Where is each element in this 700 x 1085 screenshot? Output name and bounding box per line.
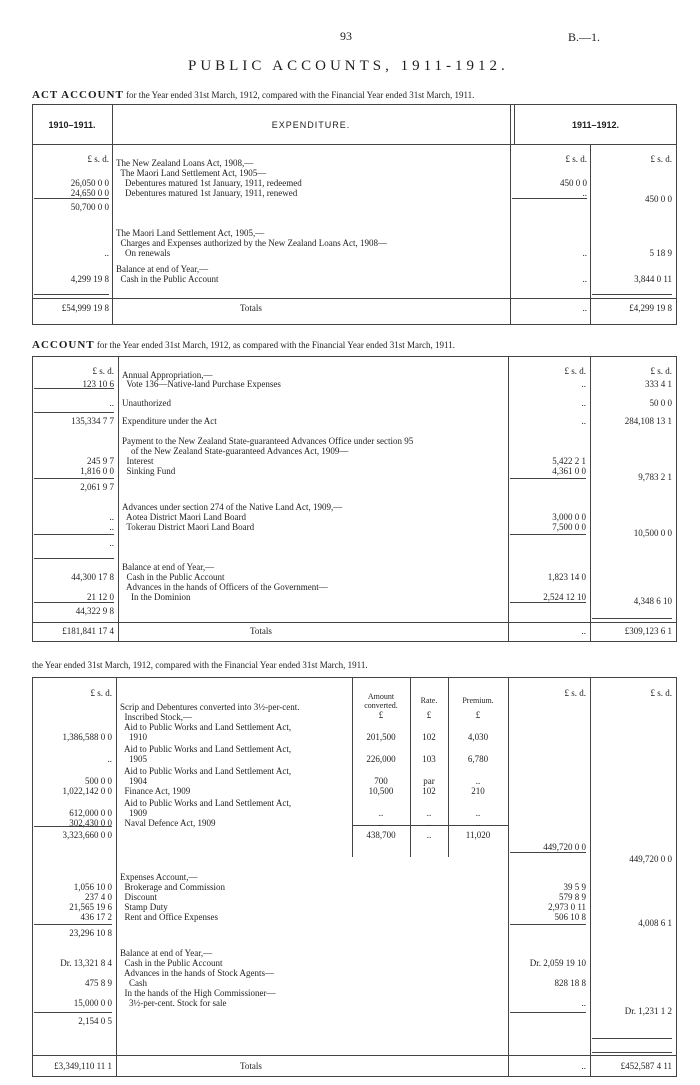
section3-row-premium: .. [475, 818, 481, 828]
section2-row-right: 10,500 0 0 [633, 528, 672, 538]
section2-totals-mid: .. [581, 626, 586, 636]
section2-row-left: .. [109, 538, 114, 548]
section2-lsd-right: £ s. d. [650, 366, 672, 376]
section1-row-left: .. [104, 248, 109, 258]
section3-exp-text: Advances in the hands of Stock Agents— [120, 968, 274, 978]
section3-row-left: 302,430 0 0 [69, 818, 112, 828]
rule-line [510, 852, 586, 853]
section2-row-mid: .. [581, 379, 586, 389]
section3-row-amount: 700 [374, 776, 388, 786]
section2-row-left: 123 10 6 [82, 379, 114, 389]
section3-row-rate: 102 [422, 786, 436, 796]
section3-row-rate: par [423, 776, 435, 786]
section3-exp-text: Discount [120, 892, 157, 902]
section1-caption [32, 90, 474, 101]
section3-row-text: Scrip and Debentures converted into 3½-per-cent. [120, 702, 300, 712]
section1-caption-bold: ACT ACCOUNT [32, 89, 124, 101]
section3-exp-left: 21,565 19 6 [69, 902, 112, 912]
section2-row-left: 2,061 9 7 [80, 482, 114, 492]
section1-totals-label: Totals [240, 303, 262, 313]
section2-row-left: 44,322 9 8 [75, 606, 114, 616]
section3-row-text: 1905 [120, 754, 147, 764]
section2-row-text: Expenditure under the Act [122, 416, 217, 426]
section2-row-left: 245 9 7 [87, 456, 114, 466]
section1-col-mid: EXPENDITURE. [271, 120, 351, 130]
section3-exp-text: Rent and Office Expenses [120, 912, 219, 922]
section2-row-text: Vote 136—Native-land Purchase Expenses [122, 379, 281, 389]
section2-lsd-left: £ s. d. [92, 366, 114, 376]
section2-totals-label: Totals [250, 626, 272, 636]
section3-subtotal-premium: 11,020 [465, 830, 491, 840]
section2-row-text: Annual Appropriation,— [122, 370, 213, 380]
section3-row-text: Aid to Public Works and Land Settlement Act, [120, 798, 292, 808]
section2-lsd-mid: £ s. d. [564, 366, 586, 376]
section2-caption [32, 340, 455, 351]
rule-line [510, 534, 586, 535]
section2-row-left: .. [109, 398, 114, 408]
section3-row-text: Aid to Public Works and Land Settlement Act, [120, 766, 292, 776]
section2-row-mid: .. [581, 416, 586, 426]
section3-exp-text: Balance at end of Year,— [120, 948, 213, 958]
section3-row-amount: 201,500 [366, 732, 396, 742]
section3-row-text: Naval Defence Act, 1909 [120, 818, 216, 828]
section3-exp-text: Stamp Duty [120, 902, 168, 912]
rule-line [510, 478, 586, 479]
section1-row-right: 3,844 0 11 [634, 274, 672, 284]
rule-line [34, 558, 114, 559]
section3-totals-right: £452,587 4 11 [620, 1061, 672, 1071]
section3-pound-amount: £ [378, 710, 384, 720]
section3-row-text: Aid to Public Works and Land Settlement Act, [120, 744, 292, 754]
rule-line [34, 1012, 112, 1013]
section3-row-amount: 10,500 [368, 786, 394, 796]
rule-line [512, 198, 587, 199]
section3-row-left: 1,386,588 0 0 [62, 732, 112, 742]
rule-line [510, 602, 586, 603]
section2-caption-rest: for the Year ended 31st March, 1912, as compared with the Financial Year ended 31st March, 1911. [96, 340, 455, 350]
section2-row-text: In the Dominion [122, 592, 191, 602]
section3-exp-left: 237 4 0 [85, 892, 112, 902]
section2-row-right: 9,783 2 1 [638, 472, 672, 482]
section3-row-amount: .. [378, 808, 384, 818]
section2-row-mid: 5,422 2 1 [552, 456, 586, 466]
section1-row-text: Cash in the Public Account [116, 274, 219, 284]
section2-row-left: 21 12 0 [87, 592, 114, 602]
section3-row-text: Inscribed Stock,— [120, 712, 192, 722]
section2-row-right: 284,108 13 1 [624, 416, 672, 426]
section3-col-rate: Rate. [420, 696, 438, 705]
section2-row-text: Payment to the New Zealand State-guaranteed Advances Office under section 95 [122, 436, 414, 446]
section3-row-premium: 6,780 [467, 754, 489, 764]
section3-pound-premium: £ [475, 710, 481, 720]
page-title: PUBLIC ACCOUNTS, 1911-1912. [188, 58, 509, 74]
section3-row-rate: .. [426, 808, 432, 818]
section1-row-text: Debentures matured 1st January, 1911, renewed [116, 188, 298, 198]
section3-lsd-right: £ s. d. [650, 688, 672, 698]
section1-row-text: The New Zealand Loans Act, 1908,— [116, 158, 254, 168]
section2-row-mid: 4,361 0 0 [552, 466, 586, 476]
section3-exp-mid: 828 18 8 [554, 978, 586, 988]
rule-line [510, 924, 586, 925]
section3-exp-mid: Dr. 2,059 19 10 [529, 958, 586, 968]
rule-line [34, 924, 112, 925]
section3-exp-text: Cash [120, 978, 147, 988]
rule-line [34, 412, 114, 413]
section3-exp-right: Dr. 1,231 1 2 [624, 1006, 672, 1016]
section2-row-mid: 2,524 12 10 [543, 592, 586, 602]
section2-row-text: Aotea District Maori Land Board [122, 512, 246, 522]
section3-subtotal-amount: 438,700 [366, 830, 396, 840]
section3-lsd-left: £ s. d. [90, 688, 112, 698]
section3-exp-mid: .. [581, 998, 586, 1008]
section3-exp-text: Expenses Account,— [120, 872, 198, 882]
section3-row-left: 612,000 0 0 [69, 808, 112, 818]
section3-subtotal-rate: .. [426, 830, 432, 840]
section1-row-text: Debentures matured 1st January, 1911, redeemed [116, 178, 302, 188]
rule-line [592, 618, 672, 619]
section1-row-mid: .. [582, 248, 587, 258]
section3-row-amount: .. [378, 818, 384, 828]
rule-line [34, 826, 112, 827]
section3-exp-text: In the hands of the High Commissioner— [120, 988, 276, 998]
section3-exp-mid: 506 10 8 [554, 912, 586, 922]
section3-exp-mid: 2,973 0 11 [548, 902, 586, 912]
rule-line [34, 602, 114, 603]
section1-totals-left: £54,999 19 8 [61, 303, 109, 313]
section3-exp-text: 3½-per-cent. Stock for sale [120, 998, 227, 1008]
section3-exp-left: 2,154 0 5 [78, 1016, 112, 1026]
section2-row-right: 4,348 6 10 [633, 596, 672, 606]
section3-row-premium: 210 [471, 786, 485, 796]
section1-lsd-mid: £ s. d. [565, 154, 587, 164]
section3-exp-left: 436 17 2 [80, 912, 112, 922]
section1-row-left: 4,299 19 8 [70, 274, 109, 284]
section1-lsd-left: £ s. d. [87, 154, 109, 164]
section1-lsd-right: £ s. d. [650, 154, 672, 164]
section3-exp-left: 23,296 10 8 [69, 928, 112, 938]
section3-row-text: 1904 [120, 776, 147, 786]
section1-row-text: On renewals [116, 248, 171, 258]
section3-row-left: 1,022,142 0 0 [62, 786, 112, 796]
section3-row-rate: 103 [422, 754, 436, 764]
section1-row-text: The Maori Land Settlement Act, 1905,— [116, 228, 265, 238]
section3-subtotal-mid: 449,720 0 0 [543, 842, 586, 852]
section2-row-left: 44,300 17 8 [71, 572, 114, 582]
section3-row-premium: .. [475, 808, 481, 818]
section3-row-rate: .. [426, 818, 432, 828]
section3-exp-mid: 579 8 9 [559, 892, 586, 902]
section3-row-text: Finance Act, 1909 [120, 786, 191, 796]
section1-totals-right: £4,299 19 8 [629, 303, 672, 313]
section3-exp-left: 15,000 0 0 [73, 998, 112, 1008]
section1-row-left: 50,700 0 0 [70, 202, 109, 212]
section1-row-mid: .. [582, 188, 587, 198]
rule-line [34, 478, 114, 479]
section1-row-text: Balance at end of Year,— [116, 264, 209, 274]
section1-row-mid: .. [582, 274, 587, 284]
section2-row-text: Advances in the hands of Officers of the Government— [122, 582, 328, 592]
page-number: 93 [340, 29, 352, 43]
section2-row-left: 1,816 0 0 [80, 466, 114, 476]
section2-row-text: Interest [122, 456, 154, 466]
section1-row-mid: 450 0 0 [560, 178, 587, 188]
section3-exp-text: Brokerage and Commission [120, 882, 225, 892]
section1-row-right: 450 0 0 [645, 194, 672, 204]
section3-row-text: Aid to Public Works and Land Settlement Act, [120, 722, 292, 732]
section2-row-mid: 7,500 0 0 [552, 522, 586, 532]
section2-row-left: 135,334 7 7 [71, 416, 114, 426]
section2-row-right: 333 4 1 [645, 379, 672, 389]
section2-row-left: .. [109, 522, 114, 532]
section2-row-right: 50 0 0 [649, 398, 672, 408]
section3-exp-right: 4,008 6 1 [638, 918, 672, 928]
section1-totals-mid: .. [582, 303, 587, 313]
section2-row-text: Sinking Fund [122, 466, 176, 476]
rule-line [592, 294, 672, 295]
section2-row-mid: 1,823 14 0 [547, 572, 586, 582]
section3-exp-mid: 39 5 9 [563, 882, 586, 892]
section2-totals-right: £309,123 6 1 [624, 626, 672, 636]
rule-line [34, 294, 109, 295]
section3-totals-left: £3,349,110 11 1 [54, 1061, 112, 1071]
section3-pound-rate: £ [426, 710, 432, 720]
section3-exp-left: 1,056 10 0 [73, 882, 112, 892]
section3-col-amount: Amount converted. [364, 692, 398, 710]
section1-table [32, 104, 677, 325]
section3-subtotal-right: 449,720 0 0 [629, 854, 672, 864]
section3-col-premium: Premium. [462, 696, 494, 705]
section3-row-amount: 226,000 [366, 754, 396, 764]
section3-exp-left: 475 8 9 [85, 978, 112, 988]
section2-row-mid: 3,000 0 0 [552, 512, 586, 522]
section3-exp-text: Cash in the Public Account [120, 958, 223, 968]
rule-line [34, 388, 114, 389]
section1-row-left: 26,050 0 0 [70, 178, 109, 188]
section3-lsd-mid: £ s. d. [564, 688, 586, 698]
rule-line [510, 1012, 586, 1013]
section2-row-left: .. [109, 512, 114, 522]
section3-exp-left: Dr. 13,321 8 4 [60, 958, 112, 968]
section3-totals-label: Totals [240, 1061, 262, 1071]
section1-row-text: The Maori Land Settlement Act, 1905— [116, 168, 267, 178]
section3-row-left: 500 0 0 [85, 776, 112, 786]
document-reference: B.—1. [568, 30, 601, 44]
section1-row-left: 24,650 0 0 [70, 188, 109, 198]
rule-line [34, 534, 114, 535]
section1-col-left: 1910–1911. [48, 120, 96, 130]
section2-row-text: Cash in the Public Account [122, 572, 225, 582]
rule-line [592, 1038, 672, 1039]
section2-row-text: Advances under section 274 of the Native Land Act, 1909,— [122, 502, 343, 512]
section3-subtotal-left: 3,323,660 0 0 [62, 830, 112, 840]
section1-col-right: 1911–1912. [571, 120, 620, 130]
rule-line [592, 1052, 672, 1053]
section3-row-text: 1909 [120, 808, 147, 818]
section2-row-text: Balance at end of Year,— [122, 562, 215, 572]
section1-row-right: 5 18 9 [649, 248, 672, 258]
rule-line [34, 198, 109, 199]
section2-row-text: Unauthorized [122, 398, 171, 408]
section3-row-text: 1910 [120, 732, 147, 742]
section2-row-text: of the New Zealand State-guaranteed Advances Act, 1909— [122, 446, 349, 456]
section3-row-left: .. [107, 754, 112, 764]
section3-row-rate: 102 [422, 732, 436, 742]
section3-row-premium: .. [475, 776, 481, 786]
section2-row-mid: .. [581, 398, 586, 408]
section2-caption-bold: ACCOUNT [32, 339, 95, 351]
section3-caption: the Year ended 31st March, 1912, compared with the Financial Year ended 31st March, 1911. [32, 660, 368, 670]
section3-row-premium: 4,030 [467, 732, 489, 742]
section2-row-text: Tokerau District Maori Land Board [122, 522, 255, 532]
section3-totals-mid: .. [581, 1061, 586, 1071]
section2-totals-left: £181,841 17 4 [62, 626, 114, 636]
section1-row-text: Charges and Expenses authorized by the New Zealand Loans Act, 1908— [116, 238, 388, 248]
section1-caption-rest: for the Year ended 31st March, 1912, compared with the Financial Year ended 31st March, 1911. [126, 90, 475, 100]
